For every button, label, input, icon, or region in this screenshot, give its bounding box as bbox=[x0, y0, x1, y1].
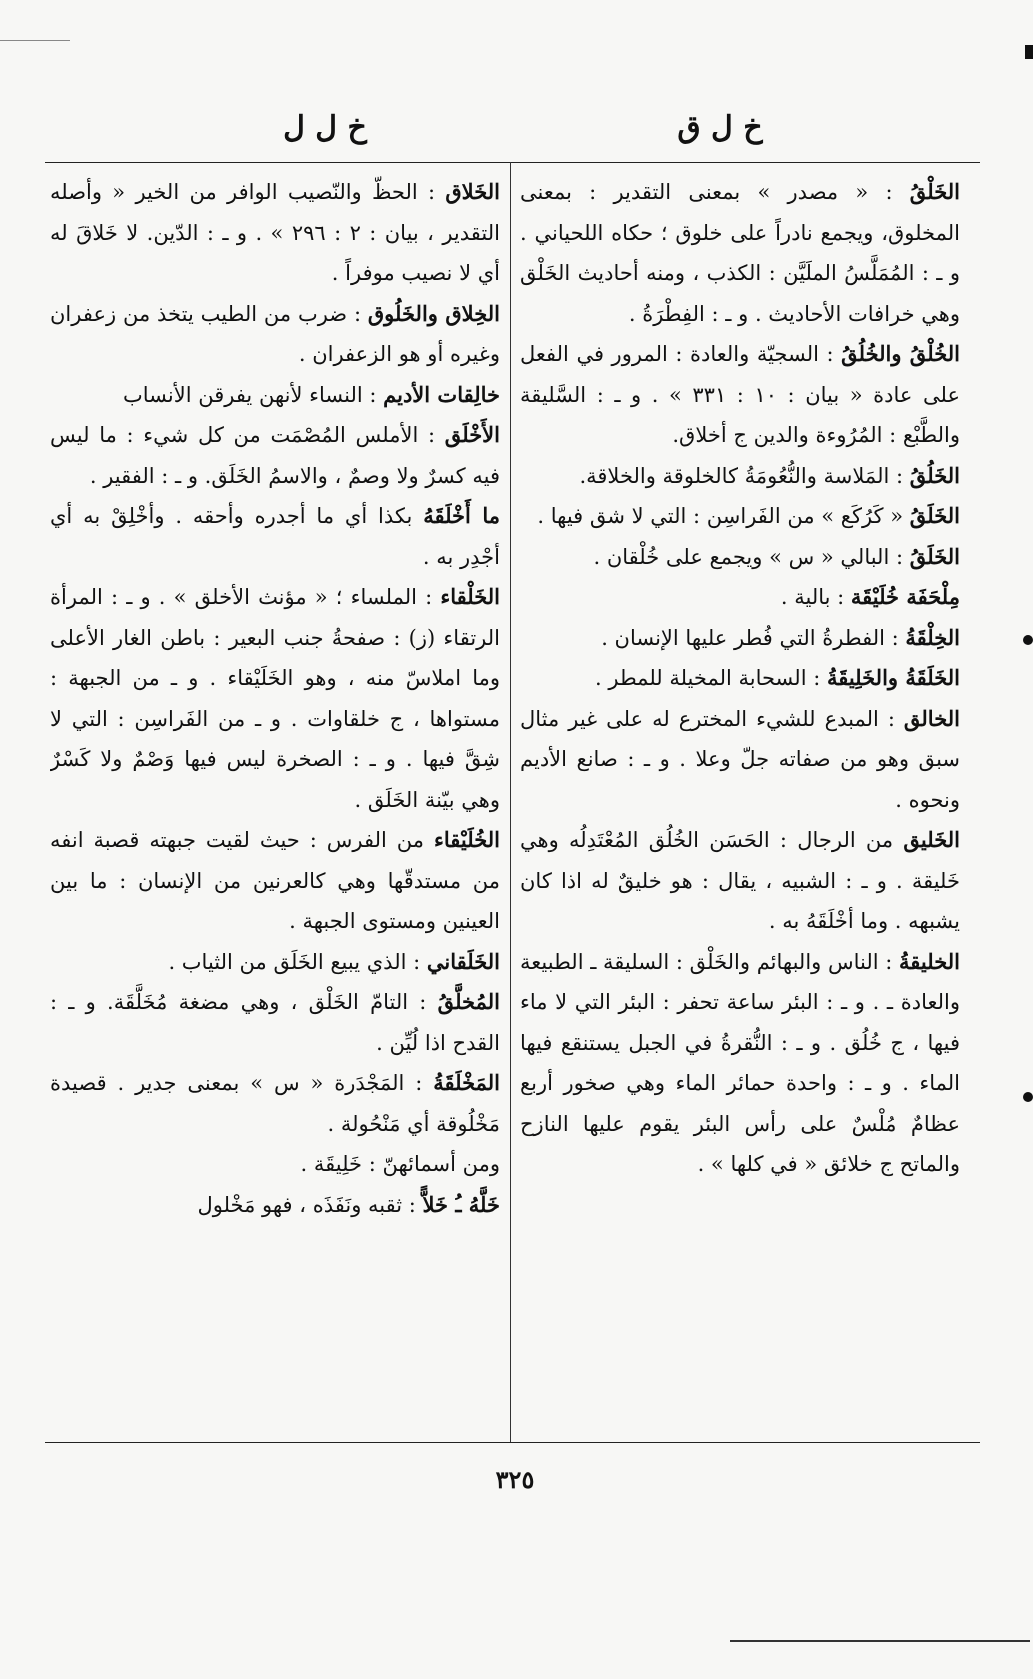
entry-definition: : الحظّ والنّصيب الوافر من الخير « وأصله التقدير ، بيان : ٢ : ٢٩٦ » . و ـ : الدّين. لا خَلاقَ له أي لا نصيب موفراً . bbox=[50, 180, 500, 285]
entry-definition: « كَرُكَع » من الفَراسِن : التي لا شق فيها . bbox=[537, 504, 910, 528]
entry-headword: المُخلَّقُ bbox=[437, 989, 500, 1014]
entry-headword: الخِلاق والخَلُوق bbox=[367, 300, 500, 326]
dictionary-entry bbox=[50, 1144, 500, 1185]
dictionary-entry bbox=[520, 577, 960, 618]
entry-definition: بكذا أي ما أجدره وأحقه . وأخْلِقْ به أي أجْدِر به . bbox=[50, 504, 500, 569]
right-column bbox=[520, 172, 960, 1437]
entry-definition: : ضرب من الطيب يتخذ من زعفران وغيره أو هو الزعفران . bbox=[50, 301, 500, 366]
entry-definition: : السجيّة والعادة : المرور في الفعل على عادة « بيان : ١٠ : ٣٣١ » . و ـ : السَّليقة والطَّبْع : المُرُوءة والدين ج أخلاق. bbox=[520, 342, 960, 447]
dictionary-entry bbox=[50, 172, 500, 294]
dictionary-entry bbox=[520, 537, 960, 578]
entry-headword: مِلْحَفَة خُلَيْقَة bbox=[850, 584, 960, 609]
dictionary-entry bbox=[50, 982, 500, 1063]
entry-headword: ما أَخْلَقَهُ bbox=[423, 503, 500, 528]
entry-definition: : المبدع للشيء المخترع له على غير مثال سبق وهو من صفاته جلّ وعلا . و ـ : صانع الأديم ونحوه . bbox=[520, 706, 960, 812]
entry-headword: الخَليق bbox=[903, 827, 960, 852]
bottom-rule bbox=[45, 1442, 980, 1443]
entry-definition: ومن أسمائهنّ : خَلِيقَة . bbox=[300, 1152, 500, 1176]
dictionary-entry bbox=[520, 820, 960, 942]
entry-definition: : التامّ الخَلْق ، وهي مضغة مُخَلَّقَة. و ـ : القدح اذا لُيِّن . bbox=[50, 990, 500, 1055]
dictionary-entry bbox=[520, 658, 960, 699]
dictionary-entry bbox=[50, 577, 500, 820]
dictionary-entry bbox=[520, 172, 960, 334]
entry-definition: : البالي « س » ويجمع على خُلْقان . bbox=[593, 544, 910, 569]
entry-definition: : السحابة المخيلة للمطر . bbox=[595, 666, 827, 690]
header-root-left: خ ل ل bbox=[283, 110, 367, 145]
entry-definition: : الذي يبيع الخَلَق من الثياب . bbox=[168, 949, 427, 974]
dictionary-entry bbox=[50, 820, 500, 942]
entry-definition: : المَجْدَرة « س » بمعنى جدير . قصيدة مَخْلُوقة أي مَنْحُولة . bbox=[50, 1071, 500, 1136]
edge-mark bbox=[1023, 635, 1033, 645]
dictionary-entry bbox=[520, 618, 960, 659]
left-column bbox=[50, 172, 500, 1437]
entry-definition: : المَلاسة والنُّعُومَةُ كالخلوقة والخلاقة. bbox=[579, 463, 910, 488]
dictionary-entry bbox=[50, 1063, 500, 1144]
entry-headword: خَلَّهُ ـُ خَلاًّ bbox=[422, 1191, 500, 1217]
entry-headword: الخَلْقُ bbox=[909, 179, 960, 204]
entry-headword: الخُلَيْقاء bbox=[434, 827, 500, 852]
entry-definition: من الرجال : الحَسَن الخُلُق المُعْتَدِلُه وهي خَليقة . و ـ : الشبيه ، يقال : هو خليقٌ له اذا كان يشبهه . وما أخْلَقَهُ به . bbox=[520, 828, 960, 933]
entry-headword: الخَلَقُ bbox=[909, 503, 960, 528]
entry-definition: : « مصدر » بمعنى التقدير : بمعنى المخلوق، ويجمع نادراً على خلوق ؛ حكاه اللحياني . و ـ : المُمَلَّسُ الملَيَّن : الكذب ، ومنه أحاديث الخَلْق وهي خرافات الأحاديث . و ـ : الفِطْرَةُ . bbox=[520, 180, 960, 326]
entry-headword: خالِقات الأديم bbox=[383, 381, 500, 407]
entry-headword: الخَلُقُ bbox=[909, 462, 960, 488]
entry-headword: الخِلْقَةُ bbox=[905, 624, 960, 650]
bottom-edge-line bbox=[730, 1640, 1030, 1642]
dictionary-entry bbox=[520, 496, 960, 537]
edge-mark bbox=[1023, 1092, 1033, 1102]
entry-headword: المَخْلَقَةُ bbox=[433, 1070, 500, 1095]
entry-definition: من الفرس : حيث لقيت جبهته قصبة انفه من مستدقّها وهي كالعرنين من الإنسان : ما بين العينين ومستوى الجبهة . bbox=[50, 828, 500, 933]
entry-definition: : الناس والبهائم والخَلْق : السليقة ـ الطبيعة والعادة ـ . و ـ : البئر ساعة تحفر : البئر التي لا ماء فيها ، ج خُلُق . و ـ : النُّقرةُ في الجبل يستنقع فيها الماء . و ـ : واحدة حمائر الماء وهي صخور أربع عظامٌ مُلْسٌ على رأس البئر يقوم عليها النازح والماتح ج خلائق « في كلها » . bbox=[520, 949, 960, 1176]
dictionary-entry bbox=[50, 415, 500, 496]
dictionary-entry bbox=[520, 942, 960, 1185]
entry-headword: الخَلَقُ bbox=[909, 543, 960, 569]
dictionary-entry bbox=[50, 496, 500, 577]
entry-definition: : ثقبه ونَفَذَه ، فهو مَخْلول bbox=[197, 1192, 423, 1217]
entry-definition: : الفطرةُ التي فُطر عليها الإنسان . bbox=[601, 625, 906, 650]
column-separator bbox=[510, 162, 511, 1442]
entry-headword: الخَلَقَةُ والخَلِيقَةُ bbox=[826, 665, 960, 690]
entry-headword: الأَخْلَق bbox=[444, 422, 500, 447]
entry-definition: : بالية . bbox=[780, 585, 851, 609]
page-number: ٣٢٥ bbox=[495, 1465, 535, 1494]
top-edge-line bbox=[0, 40, 70, 41]
top-rule bbox=[45, 162, 980, 163]
entry-definition: : الأملس المُصْمَت من كل شيء : ما ليس فيه كسرٌ ولا وصمٌ ، والاسمُ الخَلَق. و ـ : الفقير . bbox=[50, 423, 500, 488]
header-root-right: خ ل ق bbox=[677, 110, 763, 145]
dictionary-entry bbox=[520, 334, 960, 456]
dictionary-entry bbox=[50, 942, 500, 983]
entry-definition: : النساء لأنهن يفرقن الأنساب bbox=[122, 382, 384, 407]
entry-headword: الخَلَقاني bbox=[426, 948, 500, 974]
entry-definition: : الملساء ؛ « مؤنث الأخلق » . و ـ : المرأة الرتقاء (ز) : صفحةُ جنب البعير : باطن الغار الأعلى وما املاسّ منه ، وهو الخَلَيْقاء . و ـ من الجبهة : مستواها ، ج خلقاوات . و ـ من الفَراسِن : التي لا شِقَّ فيها . و ـ : الصخرة ليس فيها وَصْمٌ ولا كَسْرٌ وهي بيّنة الخَلَق . bbox=[50, 585, 500, 812]
dictionary-entry bbox=[520, 699, 960, 821]
entry-headword: الخليقةُ bbox=[899, 948, 960, 974]
dictionary-entry bbox=[50, 375, 500, 416]
dictionary-entry bbox=[50, 294, 500, 375]
edge-mark bbox=[1025, 45, 1033, 59]
entry-headword: الخُلْقُ والخُلُقُ bbox=[841, 341, 960, 366]
dictionary-entry bbox=[50, 1185, 500, 1226]
entry-headword: الخَلاق bbox=[445, 179, 500, 204]
entry-headword: الخَلْقاء bbox=[440, 584, 500, 609]
dictionary-entry bbox=[520, 456, 960, 497]
entry-headword: الخالق bbox=[903, 705, 960, 731]
